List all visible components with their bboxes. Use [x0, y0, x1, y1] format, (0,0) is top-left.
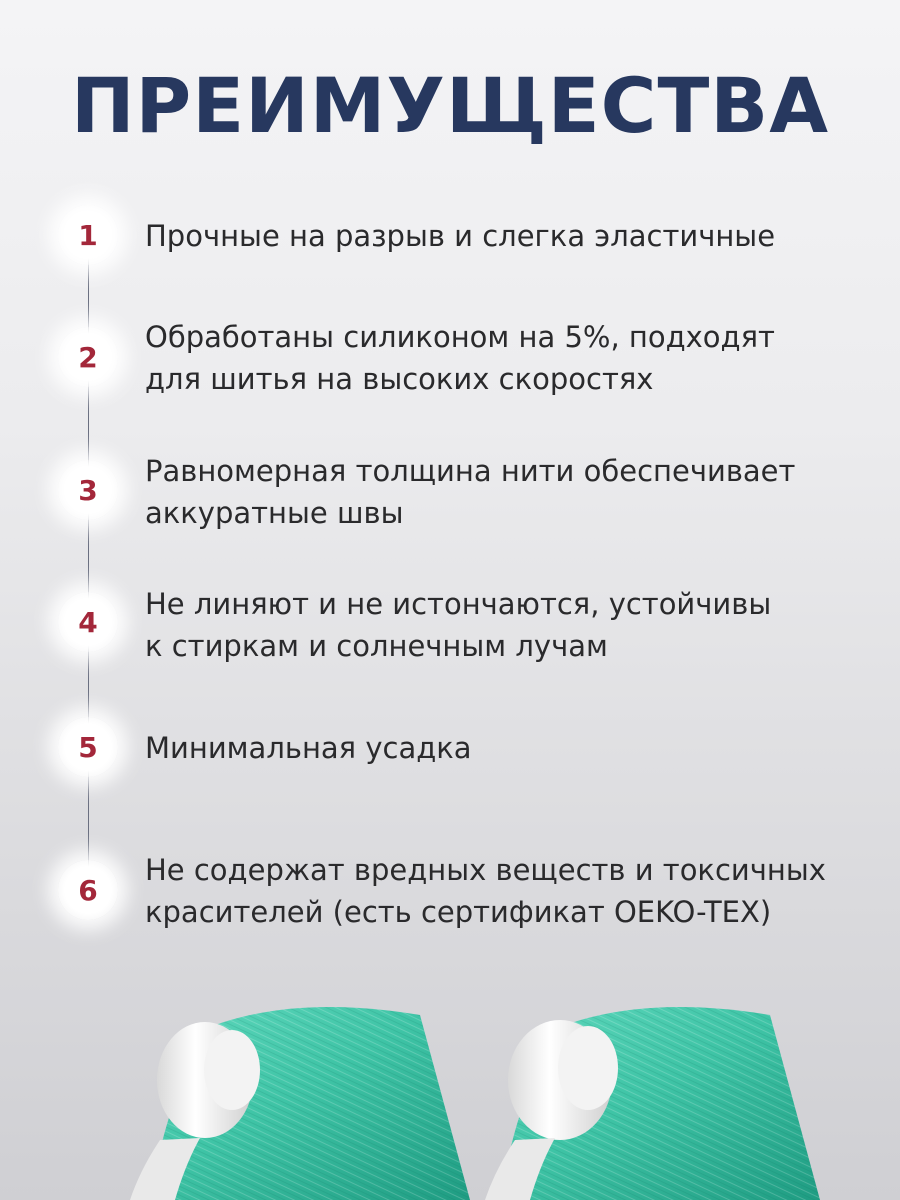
thread-spools-image: [0, 990, 900, 1200]
advantage-text: Равномерная толщина нити обеспечивает аккуратные швы: [145, 454, 796, 530]
page-title: ПРЕИМУЩЕСТВА: [70, 61, 830, 150]
number-badge: 4: [58, 592, 118, 652]
number-badge: 5: [58, 717, 118, 777]
number-badge: 2: [58, 327, 118, 387]
advantage-text: Минимальная усадка: [145, 731, 472, 765]
spool-left: [130, 1007, 470, 1200]
advantage-text: Обработаны силиконом на 5%, подходят для шитья на высоких скоростях: [145, 320, 775, 396]
number-badge: 3: [58, 460, 118, 520]
advantage-text: Не линяют и не истончаются, устойчивы к стиркам и солнечным лучам: [145, 587, 772, 663]
advantage-text: Не содержат вредных веществ и токсичных красителей (есть сертификат OEKO-TEX): [145, 853, 826, 929]
advantage-text: Прочные на разрыв и слегка эластичные: [145, 219, 776, 253]
number-badge: 1: [58, 205, 118, 265]
spool-right: [485, 1007, 820, 1200]
number-badge: 6: [58, 860, 118, 920]
